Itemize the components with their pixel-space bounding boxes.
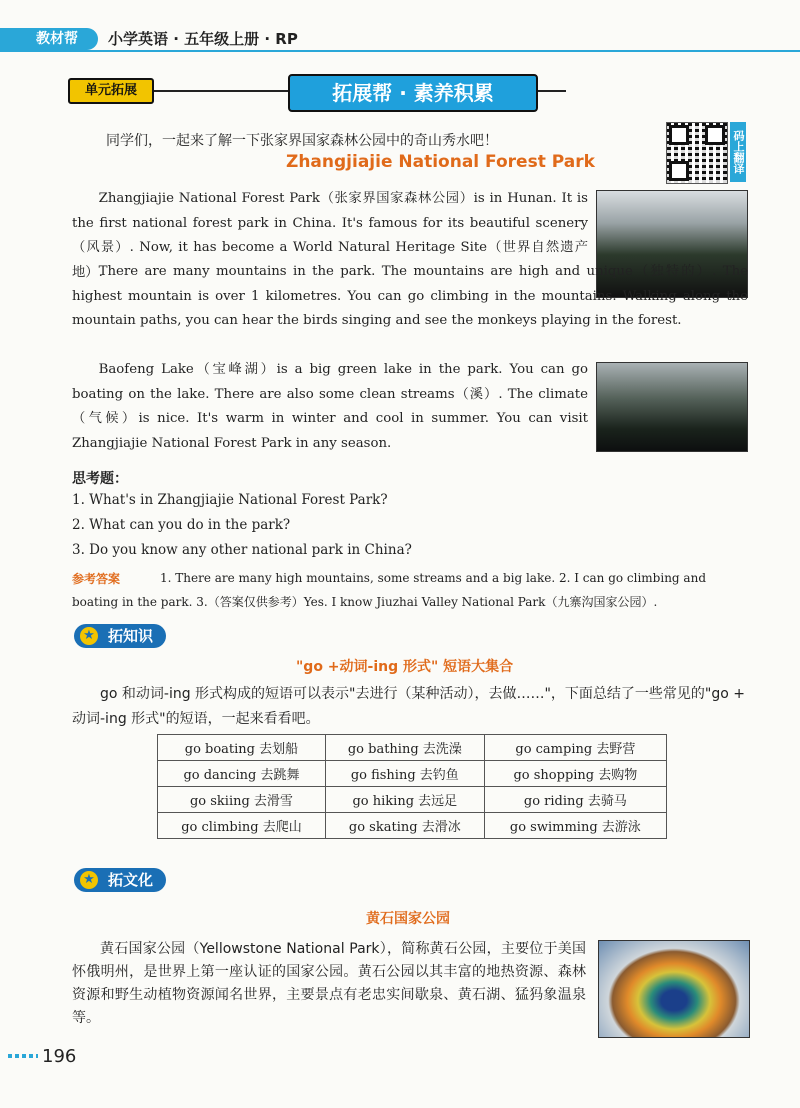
culture-tag: ★ 拓文化: [74, 868, 166, 892]
header-divider: [0, 50, 800, 52]
phrase-cell: go swimming 去游泳: [484, 813, 666, 839]
phrase-cell: go shopping 去购物: [484, 761, 666, 787]
intro-text: 同学们，一起来了解一下张家界国家森林公园中的奇山秀水吧！: [106, 133, 498, 149]
article-paragraph: Zhangjiajie National Forest Park（张家界国家森林公园）is in Hunan. It is the first national forest park in China. It's famous for its beautiful scenery（风景）. Now, it has become a World Natural Heritage Site（世界自然遗产地）.: [72, 191, 588, 280]
questions-heading: 思考题：: [72, 471, 128, 487]
phrase-cell: go dancing 去跳舞: [158, 761, 326, 787]
phrase-cell: go hiking 去远足: [325, 787, 484, 813]
knowledge-title: "go +动词-ing 形式" 短语大集合: [296, 659, 514, 675]
table-row: [158, 735, 667, 761]
unit-tag: 单元拓展: [68, 78, 154, 104]
phrase-cell: go fishing 去钓鱼: [325, 761, 484, 787]
phrase-cell: go riding 去骑马: [484, 787, 666, 813]
phrase-cell: go skating 去滑冰: [325, 813, 484, 839]
answer-text: 1. There are many high mountains, some streams and a big lake. 2. I can go climbing and boating in the park. 3.（答案仅供参考）Yes. I know Jiuzhai Valley National Park（九寨沟国家公园）.: [72, 571, 706, 609]
qr-label: 码上翻译: [730, 122, 746, 182]
banner-rule-left: [150, 90, 288, 92]
table-row: [158, 813, 667, 839]
answer-label: 参考答案: [72, 572, 121, 586]
table-row: [158, 787, 667, 813]
phrase-table: [157, 734, 667, 839]
star-icon: ★: [80, 627, 98, 645]
knowledge-tag: ★ 拓知识: [74, 624, 166, 648]
phrase-cell: go bathing 去洗澡: [325, 735, 484, 761]
table-row: [158, 761, 667, 787]
question-item: 3. Do you know any other national park in China?: [72, 542, 412, 558]
article-paragraph: Baofeng Lake（宝峰湖）is a big green lake in the park. You can go boating on the lake. There are also some clean streams（溪）. The climate（气候）is nice. It's warm in winter and cool in summer. You can visit Zhangjiajie National Forest Park in any season.: [72, 362, 588, 451]
culture-title: 黄石国家公园: [366, 911, 450, 927]
knowledge-text: go 和动词-ing 形式构成的短语可以表示"去进行（某种活动），去做……"，下面总结了一些常见的"go + 动词-ing 形式"的短语，一起来看看吧。: [72, 686, 746, 727]
section-banner: 拓展帮 · 素养积累: [288, 74, 538, 112]
question-item: 1. What's in Zhangjiajie National Forest Park?: [72, 492, 388, 508]
phrase-cell: go skiing 去滑雪: [158, 787, 326, 813]
book-tag: 教材帮: [0, 28, 98, 50]
page-number: 196: [42, 1046, 77, 1067]
banner-rule-right: [536, 90, 566, 92]
question-item: 2. What can you do in the park?: [72, 517, 291, 533]
page-dots: [8, 1054, 38, 1058]
phrase-cell: go boating 去划船: [158, 735, 326, 761]
article-title: Zhangjiajie National Forest Park: [286, 152, 595, 172]
lake-photo: [596, 362, 748, 452]
hot-spring-photo: [598, 940, 750, 1038]
star-icon: ★: [80, 871, 98, 889]
book-title: 小学英语 · 五年级上册 · RP: [108, 30, 298, 48]
qr-code-icon[interactable]: [666, 122, 728, 184]
phrase-cell: go climbing 去爬山: [158, 813, 326, 839]
culture-text: 黄石国家公园（Yellowstone National Park），简称黄石公园，主要位于美国怀俄明州，是世界上第一座认证的国家公园。黄石公园以其丰富的地热资源、森林资源和野生动植物资源闻名世界，主要景点有老忠实间歇泉、黄石湖、猛犸象温泉等。: [72, 941, 586, 1026]
article-paragraph: There are many mountains in the park. The mountains are high and unique（独特的）. The highest mountain is over 1 kilometres. You can go climbing in the mountains. Walking along the mountain paths, you can hear the birds singing and see the monkeys playing in the forest.: [72, 264, 748, 328]
phrase-cell: go camping 去野营: [484, 735, 666, 761]
